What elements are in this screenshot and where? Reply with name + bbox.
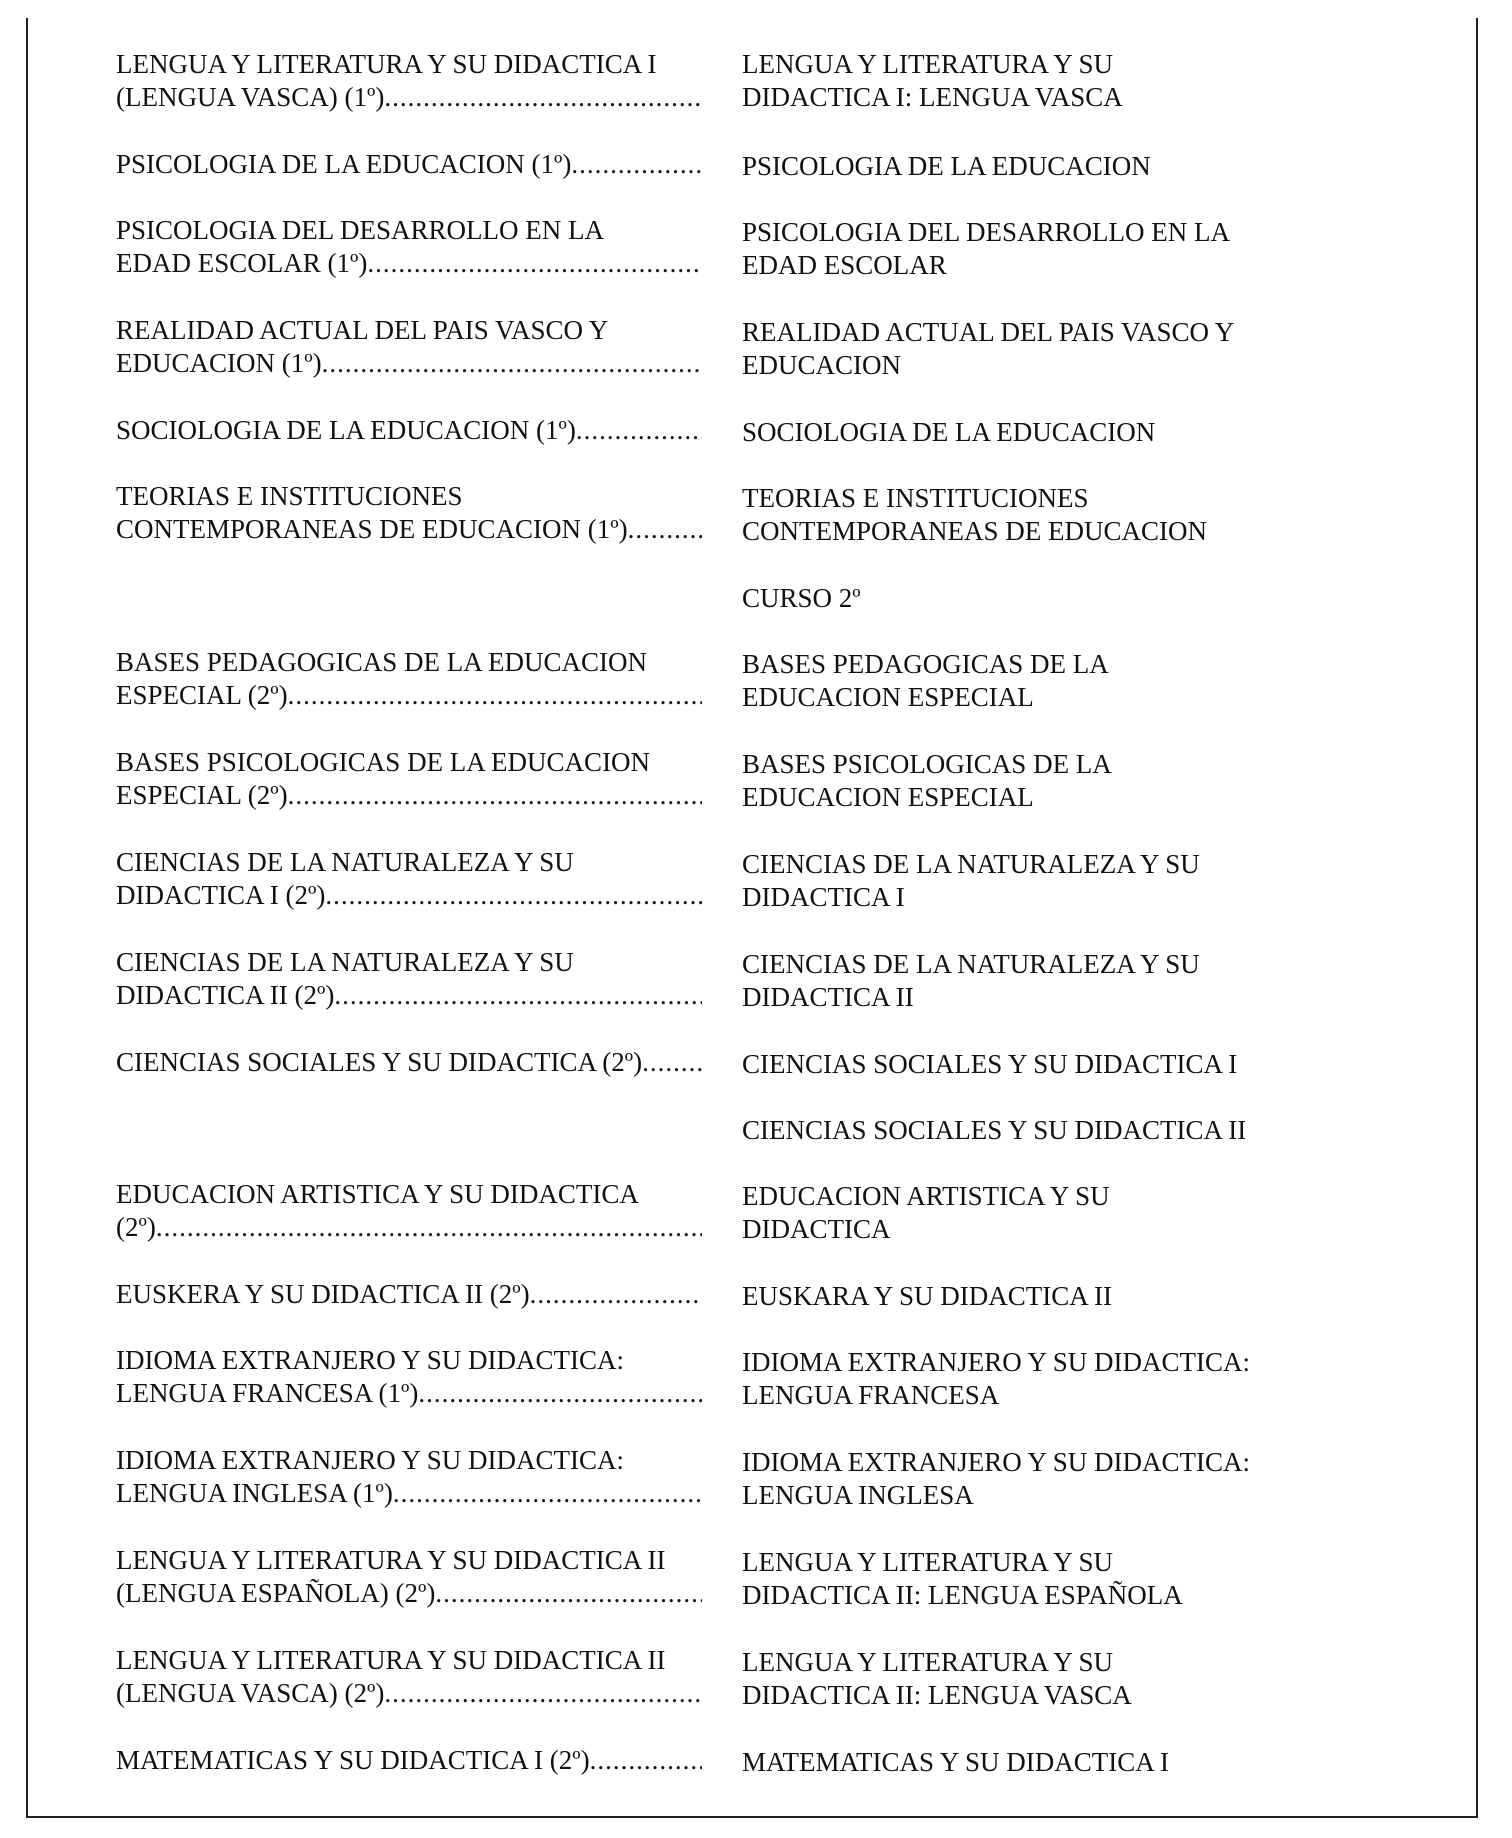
old-subject-line: [116, 779, 702, 812]
old-subject-text: REALIDAD ACTUAL DEL PAIS VASCO Y: [116, 315, 609, 345]
new-subject-text: LENGUA Y LITERATURA Y SU: [742, 1647, 1113, 1677]
new-subject-cell: [742, 1346, 1442, 1412]
old-subject-text: EUSKERA Y SU DIDACTICA II (2º): [116, 1279, 530, 1309]
new-subject-text: CURSO 2º: [742, 583, 861, 613]
page-border-left: [26, 18, 28, 1818]
new-subject-text: DIDACTICA I: LENGUA VASCA: [742, 82, 1123, 112]
old-subject-cell: [116, 414, 702, 447]
dot-leader: [322, 347, 702, 380]
new-subject-cell: [742, 848, 1442, 914]
old-subject-text: (LENGUA VASCA) (1º): [116, 82, 385, 112]
old-subject-text: PSICOLOGIA DEL DESARROLLO EN LA: [116, 215, 604, 245]
old-subject-line: [116, 1744, 702, 1777]
old-subject-cell: [116, 480, 702, 546]
dot-leader: [530, 1278, 702, 1311]
page-border-right: [1476, 18, 1478, 1818]
new-subject-text: CIENCIAS DE LA NATURALEZA Y SU: [742, 949, 1200, 979]
old-subject-cell: [116, 646, 702, 712]
old-subject-line: [116, 247, 702, 280]
dot-leader: [325, 879, 702, 912]
old-subject-cell: [116, 1444, 702, 1510]
old-subject-line: [116, 1211, 702, 1244]
new-subject-text: BASES PEDAGOGICAS DE LA: [742, 649, 1109, 679]
old-subject-text: LENGUA Y LITERATURA Y SU DIDACTICA II: [116, 1645, 666, 1675]
new-subject-cell: [742, 1180, 1442, 1246]
new-subject-cell: [742, 1646, 1442, 1712]
old-subject-line: [116, 679, 702, 712]
old-subject-text: LENGUA Y LITERATURA Y SU DIDACTICA II: [116, 1545, 666, 1575]
old-subject-cell: [116, 214, 702, 280]
dot-leader: [334, 979, 702, 1012]
old-subject-cell: [116, 946, 702, 1012]
old-subject-cell: [116, 148, 702, 181]
old-subject-line: [116, 347, 702, 380]
old-subject-line: [116, 414, 702, 447]
old-subject-text: IDIOMA EXTRANJERO Y SU DIDACTICA:: [116, 1445, 624, 1475]
new-subject-text: EDUCACION: [742, 350, 901, 380]
old-subject-line: [116, 1477, 702, 1510]
new-subject-text: DIDACTICA II: LENGUA ESPAÑOLA: [742, 1580, 1183, 1610]
old-subject-text: CIENCIAS SOCIALES Y SU DIDACTICA (2º): [116, 1047, 643, 1077]
dot-leader: [393, 1477, 702, 1510]
old-subject-line: [116, 879, 702, 912]
new-subject-text: DIDACTICA I: [742, 882, 905, 912]
old-subject-cell: [116, 1344, 702, 1410]
new-subject-cell: [742, 316, 1442, 382]
new-subject-text: REALIDAD ACTUAL DEL PAIS VASCO Y: [742, 317, 1235, 347]
new-subject-text: PSICOLOGIA DE LA EDUCACION: [742, 151, 1151, 181]
old-subject-line: [116, 1278, 702, 1311]
new-subject-text: LENGUA INGLESA: [742, 1480, 974, 1510]
new-subject-cell: [742, 582, 1442, 615]
old-subject-text: ESPECIAL (2º): [116, 780, 288, 810]
new-subject-text: EDUCACION ARTISTICA Y SU: [742, 1181, 1110, 1211]
new-subject-text: BASES PSICOLOGICAS DE LA: [742, 749, 1112, 779]
new-subject-text: LENGUA Y LITERATURA Y SU: [742, 1547, 1113, 1577]
new-subject-text: LENGUA Y LITERATURA Y SU: [742, 49, 1113, 79]
old-subject-line: [116, 979, 702, 1012]
old-subject-cell: [116, 1046, 702, 1079]
new-subject-cell: [742, 648, 1442, 714]
old-subject-cell: [116, 48, 702, 114]
old-subject-text: DIDACTICA II (2º): [116, 980, 335, 1010]
old-subject-line: [116, 1677, 702, 1710]
dot-leader: [642, 1046, 702, 1079]
dot-leader: [156, 1211, 702, 1244]
new-subject-cell: [742, 416, 1442, 449]
old-subject-text: ESPECIAL (2º): [116, 680, 288, 710]
new-subject-text: EDAD ESCOLAR: [742, 250, 947, 280]
new-subject-text: DIDACTICA II: LENGUA VASCA: [742, 1680, 1132, 1710]
new-subject-cell: [742, 1048, 1442, 1081]
old-subject-text: CONTEMPORANEAS DE EDUCACION (1º): [116, 514, 628, 544]
old-subject-cell: [116, 1278, 702, 1311]
old-subject-text: (2º): [116, 1212, 156, 1242]
old-subject-line: [116, 513, 702, 546]
old-subject-text: CIENCIAS DE LA NATURALEZA Y SU: [116, 847, 574, 877]
new-subject-cell: [742, 48, 1442, 114]
old-subject-cell: [116, 1744, 702, 1777]
new-subject-text: SOCIOLOGIA DE LA EDUCACION: [742, 417, 1156, 447]
old-subject-text: MATEMATICAS Y SU DIDACTICA I (2º): [116, 1745, 590, 1775]
new-subject-text: TEORIAS E INSTITUCIONES: [742, 483, 1089, 513]
dot-leader: [288, 779, 702, 812]
old-subject-text: EDAD ESCOLAR (1º): [116, 248, 368, 278]
new-subject-text: CIENCIAS SOCIALES Y SU DIDACTICA I: [742, 1049, 1238, 1079]
page-border-bottom: [26, 1816, 1478, 1818]
dot-leader: [576, 414, 702, 447]
old-subject-text: IDIOMA EXTRANJERO Y SU DIDACTICA:: [116, 1345, 624, 1375]
new-subject-text: EUSKARA Y SU DIDACTICA II: [742, 1281, 1113, 1311]
old-subject-text: EDUCACION (1º): [116, 348, 322, 378]
dot-leader: [435, 1577, 702, 1610]
old-subject-text: LENGUA FRANCESA (1º): [116, 1378, 419, 1408]
old-subject-text: (LENGUA ESPAÑOLA) (2º): [116, 1578, 436, 1608]
new-subject-text: DIDACTICA: [742, 1214, 891, 1244]
old-subject-line: [116, 148, 702, 181]
old-subject-text: BASES PEDAGOGICAS DE LA EDUCACION: [116, 647, 648, 677]
old-subject-line: [116, 81, 702, 114]
old-subject-line: [116, 1577, 702, 1610]
dot-leader: [288, 679, 702, 712]
new-subject-cell: [742, 482, 1442, 548]
new-subject-cell: [742, 1546, 1442, 1612]
old-subject-text: CIENCIAS DE LA NATURALEZA Y SU: [116, 947, 574, 977]
dot-leader: [384, 81, 702, 114]
new-subject-text: IDIOMA EXTRANJERO Y SU DIDACTICA:: [742, 1447, 1250, 1477]
new-subject-cell: [742, 1446, 1442, 1512]
new-subject-text: LENGUA FRANCESA: [742, 1380, 1000, 1410]
new-subject-text: CIENCIAS SOCIALES Y SU DIDACTICA II: [742, 1115, 1247, 1145]
old-subject-text: TEORIAS E INSTITUCIONES: [116, 481, 463, 511]
dot-leader: [367, 247, 702, 280]
new-subject-cell: [742, 150, 1442, 183]
old-subject-text: PSICOLOGIA DE LA EDUCACION (1º): [116, 149, 572, 179]
old-subject-text: (LENGUA VASCA) (2º): [116, 1678, 385, 1708]
old-subject-cell: [116, 846, 702, 912]
new-subject-text: DIDACTICA II: [742, 982, 914, 1012]
old-subject-text: BASES PSICOLOGICAS DE LA EDUCACION: [116, 747, 651, 777]
old-subject-text: LENGUA INGLESA (1º): [116, 1478, 393, 1508]
new-subject-cell: [742, 1114, 1442, 1147]
dot-leader: [418, 1377, 702, 1410]
old-subject-text: DIDACTICA I (2º): [116, 880, 326, 910]
old-subject-text: LENGUA Y LITERATURA Y SU DIDACTICA I: [116, 49, 657, 79]
old-subject-cell: [116, 314, 702, 380]
new-subject-cell: [742, 1746, 1442, 1779]
new-subject-cell: [742, 948, 1442, 1014]
old-subject-cell: [116, 746, 702, 812]
new-subject-cell: [742, 748, 1442, 814]
dot-leader: [571, 148, 702, 181]
new-subject-text: EDUCACION ESPECIAL: [742, 782, 1034, 812]
new-subject-cell: [742, 216, 1442, 282]
old-subject-line: [116, 1377, 702, 1410]
old-subject-line: [116, 1046, 702, 1079]
dot-leader: [590, 1744, 702, 1777]
old-subject-cell: [116, 1544, 702, 1610]
dot-leader: [628, 513, 702, 546]
old-subject-text: SOCIOLOGIA DE LA EDUCACION (1º): [116, 415, 576, 445]
new-subject-cell: [742, 1280, 1442, 1313]
new-subject-text: IDIOMA EXTRANJERO Y SU DIDACTICA:: [742, 1347, 1250, 1377]
new-subject-text: CONTEMPORANEAS DE EDUCACION: [742, 516, 1208, 546]
new-subject-text: MATEMATICAS Y SU DIDACTICA I: [742, 1747, 1170, 1777]
new-subject-text: PSICOLOGIA DEL DESARROLLO EN LA: [742, 217, 1230, 247]
new-subject-text: EDUCACION ESPECIAL: [742, 682, 1034, 712]
new-subject-text: CIENCIAS DE LA NATURALEZA Y SU: [742, 849, 1200, 879]
old-subject-cell: [116, 1178, 702, 1244]
dot-leader: [384, 1677, 702, 1710]
old-subject-text: EDUCACION ARTISTICA Y SU DIDACTICA: [116, 1179, 639, 1209]
old-subject-cell: [116, 1644, 702, 1710]
